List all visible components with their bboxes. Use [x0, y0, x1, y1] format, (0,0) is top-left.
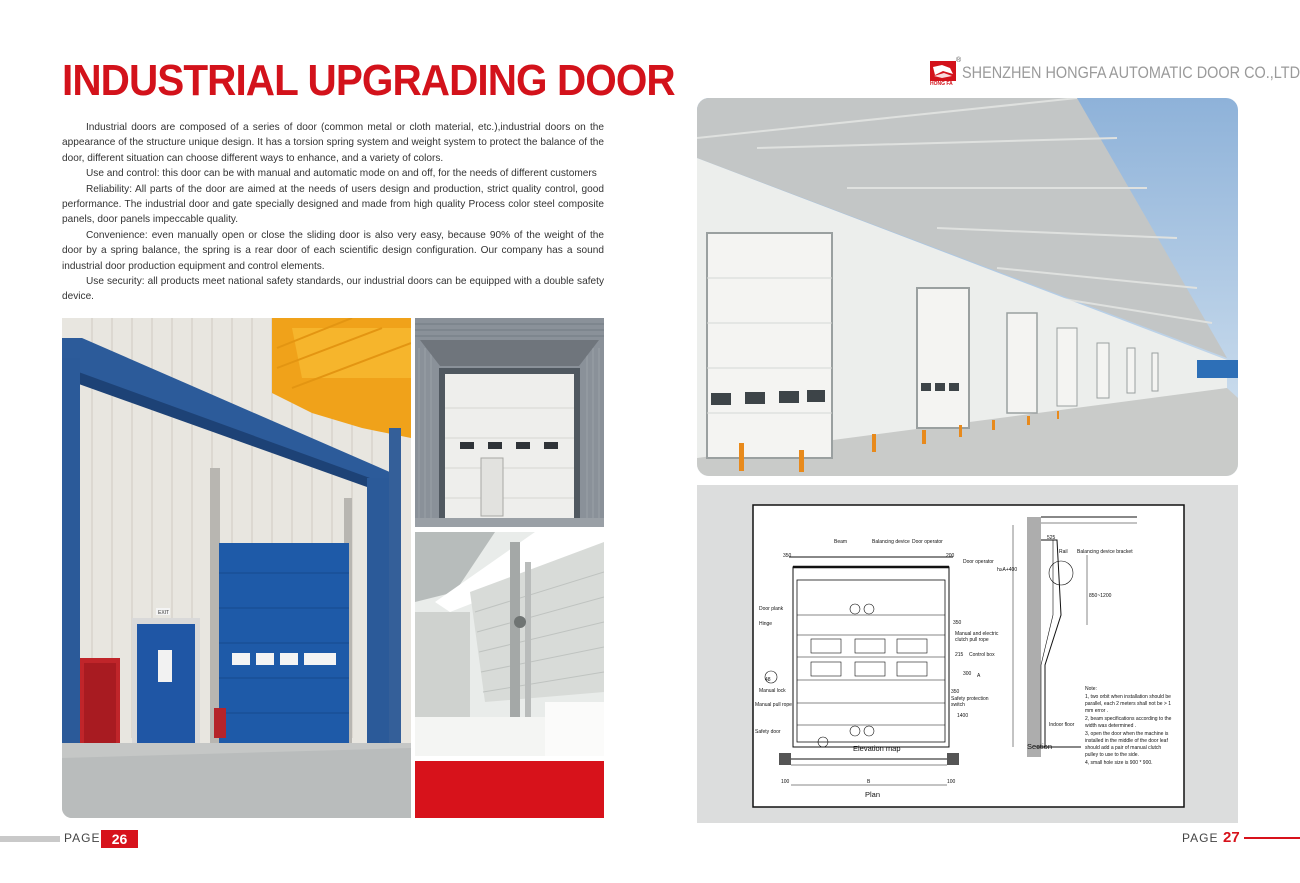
note-9: pulley to use to the side. — [1085, 752, 1139, 758]
label-manual-lock: Manual lock — [759, 688, 786, 694]
label-plan: Plan — [865, 790, 881, 799]
company-name: SHENZHEN HONGFA AUTOMATIC DOOR CO.,LTD — [962, 63, 1300, 82]
note-5: width was determined . — [1085, 723, 1137, 729]
label-hinge: Hinge — [759, 621, 773, 627]
note-6: 3, open the door when the machine is — [1085, 731, 1169, 737]
dim-100b: 100 — [947, 779, 956, 785]
dim-525: 525 — [1047, 535, 1056, 541]
label-control-box: Control box — [969, 652, 995, 658]
note-10: 4, small hole size is 900 * 900. — [1085, 760, 1153, 766]
footer-left-page-number: 26 — [101, 830, 138, 848]
dim-b: B — [867, 779, 871, 785]
dim-215: 215 — [955, 652, 964, 658]
technical-drawing-panel — [697, 485, 1238, 823]
dim-200: 200 — [946, 553, 955, 559]
dim-300: 300 — [963, 671, 972, 677]
label-safety-protection: Safety protection — [951, 696, 989, 702]
footer-left-label: PAGE — [64, 831, 101, 845]
label-manual-clutch: Manual and electric — [955, 631, 999, 637]
decorative-red-block — [415, 761, 604, 818]
dim-1400: 1400 — [957, 713, 969, 719]
technical-drawing-svg — [697, 485, 1238, 823]
exit-sign: EXIT — [158, 610, 170, 616]
note-4: 2, beam specifications according to the — [1085, 716, 1172, 722]
paragraph-reliability: Reliability: All parts of the door are aimed at the needs of users design and production, strict quality control, good performance. The industrial door and gate specially designed and made from high quality Process color steel composite panels, door panels impeccable quality. — [62, 183, 604, 226]
dim-48: 48 — [765, 677, 771, 683]
dim-350c: 350 — [951, 689, 960, 695]
note-0: Note: — [1085, 686, 1097, 692]
footer-right-label: PAGE — [1182, 831, 1219, 845]
label-section: Section — [1027, 742, 1053, 751]
label-balancing-bracket: Balancing device bracket — [1077, 549, 1133, 555]
dim-a: A — [977, 673, 981, 679]
footer-right-line — [1244, 837, 1300, 839]
registered-mark: ® — [956, 57, 962, 64]
dim-350: 350 — [783, 553, 792, 559]
label-safety-door: Safety door — [755, 729, 781, 735]
dim-h: h≥A+400 — [997, 567, 1018, 573]
footer-right-page-number: 27 — [1223, 829, 1240, 846]
label-door-operator: Door operator — [912, 539, 943, 545]
note-2: parallel, each 2 meters shall not be > 1 — [1085, 701, 1172, 707]
label-safety-protection-2: switch — [951, 702, 965, 708]
label-door-plank: Door plank — [759, 606, 784, 612]
dim-850-1200: 850~1200 — [1089, 593, 1112, 599]
label-beam: Beam — [834, 539, 848, 545]
label-manual-clutch-2: clutch pull rope — [955, 637, 989, 643]
photo-warehouse-dock-doors — [697, 98, 1238, 476]
paragraph-use-control: Use and control: this door can be with manual and automatic mode on and off, for the needs of different customers — [86, 168, 597, 180]
label-elevation-map: Elevation map — [853, 744, 901, 753]
label-manual-pull-rope: Manual pull rope — [755, 702, 792, 708]
label-balancing-device: Balancing device — [872, 539, 910, 545]
dim-100a: 100 — [781, 779, 790, 785]
page-title: INDUSTRIAL UPGRADING DOOR — [62, 56, 675, 105]
paragraph-security: Use security: all products meet national safety standards, our industrial doors can be equipped with a double safety device. — [62, 276, 604, 303]
photo-white-sectional-door — [415, 318, 604, 527]
photo-door-track-system — [415, 532, 604, 756]
label-rail: Rail — [1059, 549, 1068, 555]
paragraph-convenience: Convenience: even manually open or close the sliding door is also very easy, because 90% of the weight of the door by a spring balance, the spring is a rear door of each scientific design configuration. Our company has a sound industrial door production equipment and control elements. — [62, 229, 604, 272]
description-text — [62, 120, 604, 305]
label-indoor-floor: Indoor floor — [1049, 722, 1075, 728]
company-header — [930, 57, 1300, 89]
footer-right — [1180, 828, 1300, 848]
paragraph-intro: Industrial doors are composed of a series of door (common metal or cloth material, etc.),industrial doors on the appearance of the structure unique design. It has a torsion spring system and weight system to protect the balance of the door, different situation can choose different ways to enhance, and a variety of colors. — [62, 122, 604, 164]
note-8: should add a pair of manual clutch — [1085, 745, 1162, 751]
logo-text: HONG FA — [930, 81, 953, 87]
note-3: mm error . — [1085, 708, 1109, 714]
footer-left — [0, 830, 140, 848]
note-7: installed in the middle of the door leaf — [1085, 738, 1168, 744]
dim-350b: 350 — [953, 620, 962, 626]
photo-blue-industrial-door — [62, 318, 411, 818]
note-1: 1, two orbit when installation should be — [1085, 694, 1171, 700]
label-door-operator-2: Door operator — [963, 559, 994, 565]
footer-left-bar — [0, 836, 60, 842]
